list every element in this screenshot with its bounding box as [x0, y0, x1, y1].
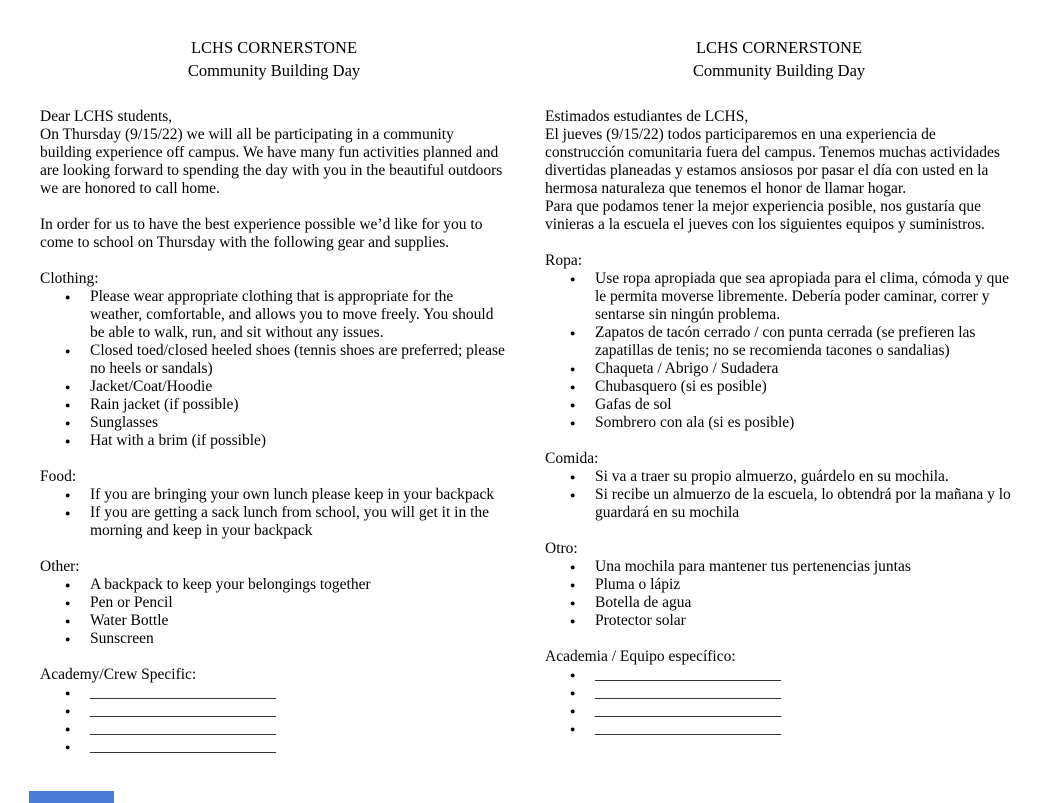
- list-item: ● Protector solar: [545, 612, 1013, 630]
- intro-paragraph-1: El jueves (9/15/22) todos participaremos en una experiencia de construcción comunitaria fuera del campus. Tenemos muchas actividades divertidas planeadas y estamos ansiosos por pasar el día con usted en la hermosa naturaleza que tenemos el honor de llamar hogar.: [545, 126, 1000, 197]
- list-item: ● Hat with a brim (if possible): [40, 432, 508, 450]
- blank-line-item: ● ________________________: [545, 702, 1013, 720]
- document-title: LCHS CORNERSTONE: [190, 38, 358, 57]
- blank-line-item: ● ________________________: [40, 702, 508, 720]
- section-academy-crew: [40, 666, 508, 756]
- section-otro: [545, 540, 1013, 630]
- list-item: ● Please wear appropriate clothing that is appropriate for the weather, comfortable, and allows you to move freely. You should be able to walk, run, and sit without any issues.: [40, 288, 508, 342]
- section-heading: Academy/Crew Specific:: [40, 666, 197, 683]
- list-item: ● Water Bottle: [40, 612, 508, 630]
- section-clothing: [40, 270, 508, 450]
- document-subtitle: Community Building Day: [692, 61, 866, 80]
- list-item: ● Rain jacket (if possible): [40, 396, 508, 414]
- list-item: ● Chaqueta / Abrigo / Sudadera: [545, 360, 1013, 378]
- list-item: ● Pluma o lápiz: [545, 576, 1013, 594]
- bullet-list: [40, 288, 508, 450]
- intro-paragraph-2: Para que podamos tener la mejor experiencia posible, nos gustaría que vinieras a la escuela el jueves con los siguientes equipos y suministros.: [545, 198, 985, 233]
- blank-line-item: ● ________________________: [40, 720, 508, 738]
- section-food: [40, 468, 508, 540]
- list-item: ● Sunglasses: [40, 414, 508, 432]
- blank-line-item: ● ________________________: [545, 684, 1013, 702]
- bullet-list: [40, 576, 508, 648]
- page-column-english: [40, 36, 508, 756]
- list-item: ● Una mochila para mantener tus pertenencias juntas: [545, 558, 1013, 576]
- section-comida: [545, 450, 1013, 522]
- salutation: Estimados estudiantes de LCHS,: [545, 108, 749, 125]
- list-item: ● Jacket/Coat/Hoodie: [40, 378, 508, 396]
- list-item: ● Botella de agua: [545, 594, 1013, 612]
- document-title-block: [40, 36, 508, 82]
- section-other: [40, 558, 508, 648]
- list-item: ● Use ropa apropiada que sea apropiada para el clima, cómoda y que le permita moverse libremente. Debería poder caminar, correr y sentarse sin ningún problema.: [545, 270, 1013, 324]
- list-item: ● Closed toed/closed heeled shoes (tennis shoes are preferred; please no heels or sandals): [40, 342, 508, 378]
- section-ropa: [545, 252, 1013, 432]
- selection-highlight-bar: [29, 791, 114, 803]
- blank-line-item: ● ________________________: [40, 684, 508, 702]
- intro-paragraph-1: On Thursday (9/15/22) we will all be participating in a community building experience off campus. We have many fun activities planned and are looking forward to spending the day with you in the beautiful outdoors we are honored to call home.: [40, 126, 503, 197]
- bullet-list: [40, 684, 508, 756]
- bullet-list: [545, 558, 1013, 630]
- section-heading: Other:: [40, 558, 80, 575]
- list-item: ● Si recibe un almuerzo de la escuela, lo obtendrá por la mañana y lo guardará en su mochila: [545, 486, 1013, 522]
- list-item: ● Gafas de sol: [545, 396, 1013, 414]
- blank-line-item: ● ________________________: [545, 666, 1013, 684]
- page-column-spanish: [545, 36, 1013, 738]
- list-item: ● If you are bringing your own lunch please keep in your backpack: [40, 486, 508, 504]
- blank-line-item: ● ________________________: [40, 738, 508, 756]
- list-item: ● Pen or Pencil: [40, 594, 508, 612]
- bullet-list: [40, 486, 508, 540]
- section-heading: Otro:: [545, 540, 578, 557]
- blank-line-item: ● ________________________: [545, 720, 1013, 738]
- list-item: ● Si va a traer su propio almuerzo, guárdelo en su mochila.: [545, 468, 1013, 486]
- section-heading: Clothing:: [40, 270, 99, 287]
- intro-paragraph-2: In order for us to have the best experience possible we’d like for you to come to school on Thursday with the following gear and supplies.: [40, 216, 483, 251]
- section-heading: Ropa:: [545, 252, 583, 269]
- bullet-list: [545, 666, 1013, 738]
- document-title: LCHS CORNERSTONE: [695, 38, 863, 57]
- list-item: ● If you are getting a sack lunch from school, you will get it in the morning and keep in your backpack: [40, 504, 508, 540]
- document-subtitle: Community Building Day: [187, 61, 361, 80]
- document-title-block: [545, 36, 1013, 82]
- list-item: ● Sunscreen: [40, 630, 508, 648]
- section-heading: Comida:: [545, 450, 599, 467]
- list-item: ● A backpack to keep your belongings together: [40, 576, 508, 594]
- bullet-list: [545, 270, 1013, 432]
- list-item: ● Sombrero con ala (si es posible): [545, 414, 1013, 432]
- section-heading: Academia / Equipo específico:: [545, 648, 736, 665]
- list-item: ● Chubasquero (si es posible): [545, 378, 1013, 396]
- section-academia-equipo: [545, 648, 1013, 738]
- section-heading: Food:: [40, 468, 77, 485]
- bullet-list: [545, 468, 1013, 522]
- salutation: Dear LCHS students,: [40, 108, 173, 125]
- list-item: ● Zapatos de tacón cerrado / con punta cerrada (se prefieren las zapatillas de tenis; no se recomienda tacones o sandalias): [545, 324, 1013, 360]
